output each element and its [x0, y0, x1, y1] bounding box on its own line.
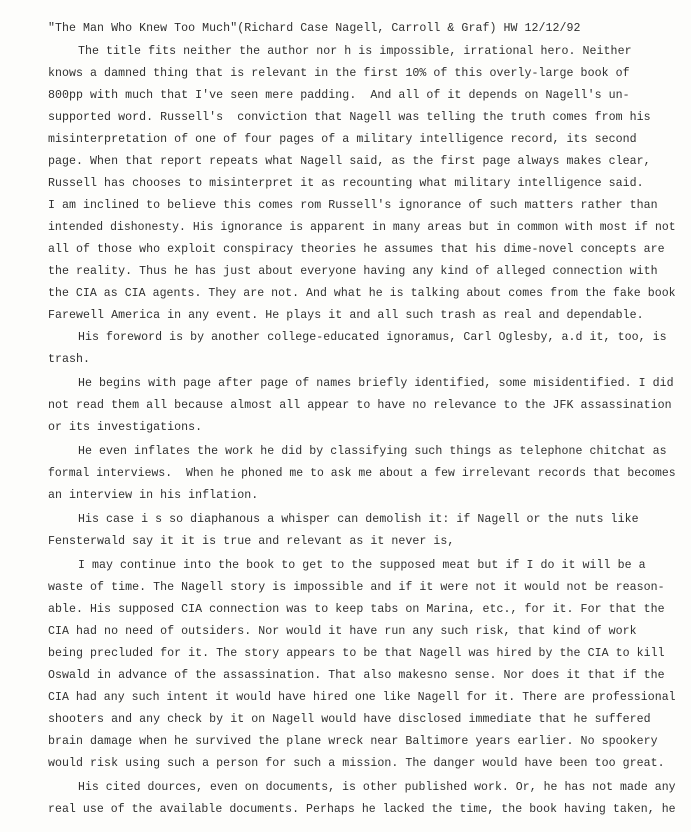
- text-line: knows a damned thing that is relevant in the first 10% of this overly-large book of: [48, 67, 630, 80]
- text-line: I may continue into the book to get to the supposed meat but if I do it will be a: [78, 559, 646, 572]
- text-line: supported word. Russell's conviction that Nagell was telling the truth comes from his: [48, 111, 651, 124]
- text-line: trash.: [48, 353, 91, 366]
- text-line: He even inflates the work he did by classifying such things as telephone chitchat as: [78, 445, 667, 458]
- text-line: able. His supposed CIA connection was to keep tabs on Marina, etc., for it. For that the: [48, 603, 665, 616]
- text-line: Farewell America in any event. He plays it and all such trash as real and dependable.: [48, 309, 644, 322]
- text-line: 800pp with much that I've seen mere padding. And all of it depends on Nagell's un-: [48, 89, 630, 102]
- text-line: page. When that report repeats what Nagell said, as the first page always makes clear,: [48, 155, 651, 168]
- text-line: all of those who exploit conspiracy theories he assumes that his dime-novel concepts are: [48, 243, 665, 256]
- text-line: not read them all because almost all appear to have no relevance to the JFK assassination: [48, 399, 672, 412]
- text-line: I am inclined to believe this comes rom Russell's ignorance of such matters rather than: [48, 199, 658, 212]
- text-line: His foreword is by another college-educated ignoramus, Carl Oglesby, a.d it, too, is: [78, 331, 667, 344]
- text-line: brain damage when he survived the plane wreck near Baltimore years earlier. No spookery: [48, 735, 658, 748]
- text-line: His cited dources, even on documents, is other published work. Or, he has not made any: [78, 781, 676, 794]
- text-line: real use of the available documents. Perhaps he lacked the time, the book having taken, he: [48, 803, 676, 816]
- text-line: shooters and any check by it on Nagell would have disclosed immediate that he suffered: [48, 713, 651, 726]
- document-heading: "The Man Who Knew Too Much"(Richard Case Nagell, Carroll & Graf) HW 12/12/92: [48, 22, 581, 35]
- text-line: the CIA as CIA agents. They are not. And what he is talking about comes from the fake book: [48, 287, 676, 300]
- text-line: formal interviews. When he phoned me to ask me about a few irrelevant records that becomes: [48, 467, 676, 480]
- text-line: would risk using such a person for such a mission. The danger would have been too great.: [48, 757, 665, 770]
- text-line: CIA had no need of outsiders. Nor would it have run any such risk, that kind of work: [48, 625, 637, 638]
- text-line: His case i s so diaphanous a whisper can demolish it: if Nagell or the nuts like: [78, 513, 639, 526]
- text-line: Russell has chooses to misinterpret it as recounting what military intelligence said.: [48, 177, 644, 190]
- text-line: CIA had any such intent it would have hired one like Nagell for it. There are professional: [48, 691, 676, 704]
- text-line: or its investigations.: [48, 421, 203, 434]
- text-line: He begins with page after page of names briefly identified, some misidentified. I did: [78, 377, 674, 390]
- text-line: the reality. Thus he has just about everyone having any kind of alleged connection with: [48, 265, 658, 278]
- text-line: waste of time. The Nagell story is impossible and if it were not it would not be reason-: [48, 581, 665, 594]
- text-line: Oswald in advance of the assassination. That also makesno sense. Nor does it that if the: [48, 669, 665, 682]
- text-line: Fensterwald say it it is true and relevant as it never is,: [48, 535, 455, 548]
- text-line: intended dishonesty. His ignorance is apparent in many areas but in common with most if not: [48, 221, 676, 234]
- text-line: The title fits neither the author nor h is impossible, irrational hero. Neither: [78, 45, 632, 58]
- text-line: being precluded for it. The story appears to be that Nagell was hired by the CIA to kill: [48, 647, 665, 660]
- text-line: an interview in his inflation.: [48, 489, 259, 502]
- text-line: misinterpretation of one of four pages of a military intelligence record, its second: [48, 133, 637, 146]
